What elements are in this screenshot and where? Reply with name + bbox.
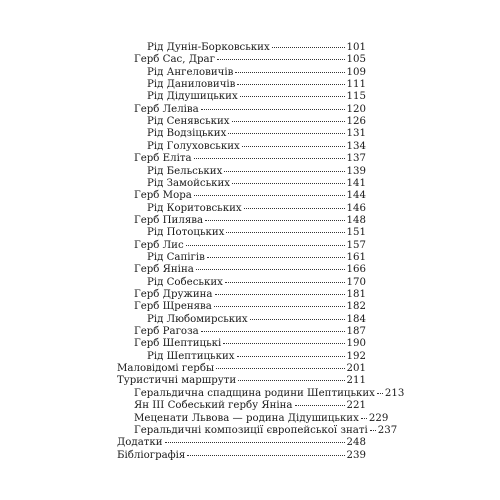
toc-entry-title: Рід Ангеловичів — [147, 66, 234, 78]
toc-entry — [134, 289, 366, 301]
dot-leader — [370, 430, 376, 431]
toc-entry-page-number: 192 — [346, 350, 366, 362]
dot-leader — [201, 109, 345, 110]
toc-entry-title: Маловідомі гербы — [117, 363, 215, 375]
toc-entry-title: Геральдична спадщина родини Шептицьких — [134, 387, 375, 399]
toc-entry — [147, 166, 366, 178]
dot-leader — [235, 72, 344, 73]
toc-entry-page-number: 190 — [346, 338, 366, 350]
toc-entry-title: Рід Потоцьких — [147, 227, 225, 239]
toc-entry — [134, 104, 366, 116]
toc-entry-title: Герб Сас, Драг — [134, 54, 215, 66]
dot-leader — [194, 195, 345, 196]
toc-entry — [117, 437, 366, 449]
toc-entry — [147, 128, 366, 140]
toc-entry — [134, 326, 366, 338]
toc-entry-page-number: 115 — [346, 91, 366, 103]
toc-entry-title: Додатки — [117, 437, 163, 449]
toc-entry-title: Герб Пилява — [134, 214, 204, 226]
toc-entry-title: Рід Сенявських — [147, 116, 230, 128]
toc-entry — [134, 400, 366, 412]
toc-entry — [147, 67, 366, 79]
toc-entry-page-number: 170 — [346, 276, 366, 288]
toc-entry-page-number: 120 — [346, 103, 366, 115]
toc-entry-page-number: 134 — [346, 140, 366, 152]
toc-entry-page-number: 144 — [346, 190, 366, 202]
dot-leader — [272, 47, 345, 48]
toc-entry-page-number: 151 — [346, 227, 366, 239]
toc-entry-title: Герб Лис — [134, 239, 184, 251]
toc-entry-title: Герб Леліва — [134, 103, 199, 115]
dot-leader — [232, 183, 344, 184]
dot-leader — [186, 245, 345, 246]
dot-leader — [238, 380, 344, 381]
toc-entry-title: Рід Даниловичів — [147, 79, 236, 91]
toc-entry-title: Герб Щренява — [134, 301, 212, 313]
toc-entry — [147, 203, 366, 215]
toc-entry-title: Герб Рагоза — [134, 326, 199, 338]
dot-leader — [201, 331, 345, 332]
toc-entry-title: Туристичні маршрути — [117, 375, 237, 387]
toc-entry-title: Герб Еліта — [134, 153, 192, 165]
toc-entry-title: Рід Дунін-Борковських — [147, 42, 270, 53]
toc-entry-page-number: 157 — [346, 239, 366, 251]
toc-entry-title: Рід Шептицьких — [147, 350, 235, 362]
toc-entry-title: Герб Мора — [134, 190, 192, 202]
toc-entry — [147, 42, 366, 54]
dot-leader — [237, 84, 344, 85]
toc-entry-page-number: 221 — [346, 400, 366, 412]
dot-leader — [250, 319, 345, 320]
dot-leader — [244, 208, 345, 209]
dot-leader — [226, 232, 344, 233]
toc-entry-title: Геральдичні композиції європейської знаті — [134, 424, 368, 436]
toc-entry — [147, 79, 366, 91]
toc-entry — [147, 116, 366, 128]
toc-entry-title: Рід Замойських — [147, 177, 231, 189]
toc-entry-page-number: 111 — [346, 79, 366, 91]
toc-entry — [147, 314, 366, 326]
toc-entry-page-number: 181 — [346, 289, 366, 300]
toc-entry — [134, 240, 366, 252]
toc-entry-title: Герб Яніна — [134, 264, 194, 276]
toc-entry-page-number: 141 — [346, 177, 366, 189]
toc-entry-page-number: 105 — [346, 54, 366, 66]
dot-leader — [224, 171, 344, 172]
dot-leader — [165, 442, 345, 443]
toc-entry — [147, 252, 366, 264]
toc-entry-page-number: 101 — [346, 42, 366, 53]
toc-entry-page-number: 187 — [346, 326, 366, 338]
dot-leader — [377, 393, 383, 394]
dot-leader — [228, 133, 344, 134]
toc-entry — [134, 301, 366, 313]
dot-leader — [223, 343, 344, 344]
toc-entry — [134, 54, 366, 66]
toc-entry — [147, 178, 366, 190]
toc-entry — [147, 351, 366, 363]
dot-leader — [214, 306, 345, 307]
toc-entry-page-number: 109 — [346, 66, 366, 78]
toc-entry-page-number: 211 — [346, 375, 366, 387]
toc-entry-page-number: 146 — [346, 202, 366, 214]
toc-entry — [147, 141, 366, 153]
toc-entry — [134, 264, 366, 276]
toc-entry — [134, 190, 366, 202]
toc-entry — [147, 91, 366, 103]
toc-entry-page-number: 139 — [346, 165, 366, 177]
dot-leader — [194, 158, 345, 159]
toc-entry-page-number: 184 — [346, 313, 366, 325]
dot-leader — [207, 257, 345, 258]
toc-entry — [134, 153, 366, 165]
toc-entry-page-number: 148 — [346, 214, 366, 226]
toc-entry-page-number: 166 — [346, 264, 366, 276]
dot-leader — [215, 294, 345, 295]
toc-entry — [117, 375, 366, 387]
toc-entry — [147, 277, 366, 289]
toc-entry-title: Рід Собеських — [147, 276, 223, 288]
toc-entry — [134, 424, 398, 437]
dot-leader — [295, 405, 345, 406]
toc-entry-title: Рід Любомирських — [147, 313, 248, 325]
toc-entry — [134, 387, 405, 400]
toc-entry-title: Рід Водзіцьких — [147, 128, 227, 140]
toc-entry-page-number: 126 — [346, 116, 366, 128]
toc-entry — [147, 227, 366, 239]
toc-entry-page-number: 248 — [346, 437, 366, 449]
toc-entry-page-number: 161 — [346, 251, 366, 263]
toc-entry — [117, 363, 366, 375]
toc-entry-title: Герб Дружина — [134, 289, 213, 300]
toc-entry-page-number: 239 — [346, 449, 366, 461]
dot-leader — [205, 220, 344, 221]
toc-entry-title: Бібліографія — [117, 449, 186, 461]
toc-entry — [134, 338, 366, 350]
toc-entry-title: Ян III Собеський гербу Яніна — [134, 400, 293, 412]
dot-leader — [196, 269, 345, 270]
dot-leader — [225, 282, 345, 283]
toc-entry-page-number: 182 — [346, 301, 366, 313]
toc-entry-page-number: 201 — [346, 363, 366, 375]
toc-entry — [134, 215, 366, 227]
toc-entry — [117, 450, 366, 462]
dot-leader — [217, 59, 345, 60]
toc-entry-title: Меценати Львова — родина Дідушицьких — [134, 412, 359, 424]
toc-entry-page-number: 237 — [377, 424, 398, 436]
toc-entry-title: Рід Сапігів — [147, 251, 205, 263]
dot-leader — [232, 121, 345, 122]
toc-entry-title: Рід Дідушицьких — [147, 91, 238, 103]
dot-leader — [187, 455, 344, 456]
dot-leader — [242, 146, 345, 147]
dot-leader — [216, 368, 344, 369]
dot-leader — [237, 356, 345, 357]
dot-leader — [240, 96, 345, 97]
toc-entry-page-number: 213 — [384, 387, 405, 399]
toc-entry-title: Рід Бельських — [147, 165, 223, 177]
toc-entry-page-number: 131 — [346, 128, 366, 140]
toc-entry-title: Рід Голуховських — [147, 140, 240, 152]
dot-leader — [361, 418, 367, 419]
toc-entry — [134, 412, 389, 425]
toc-entry-title: Рід Коритовських — [147, 202, 242, 214]
toc-entry-title: Герб Шептицькі — [134, 338, 222, 350]
toc-entry-page-number: 137 — [346, 153, 366, 165]
toc-entry-page-number: 229 — [368, 412, 389, 424]
